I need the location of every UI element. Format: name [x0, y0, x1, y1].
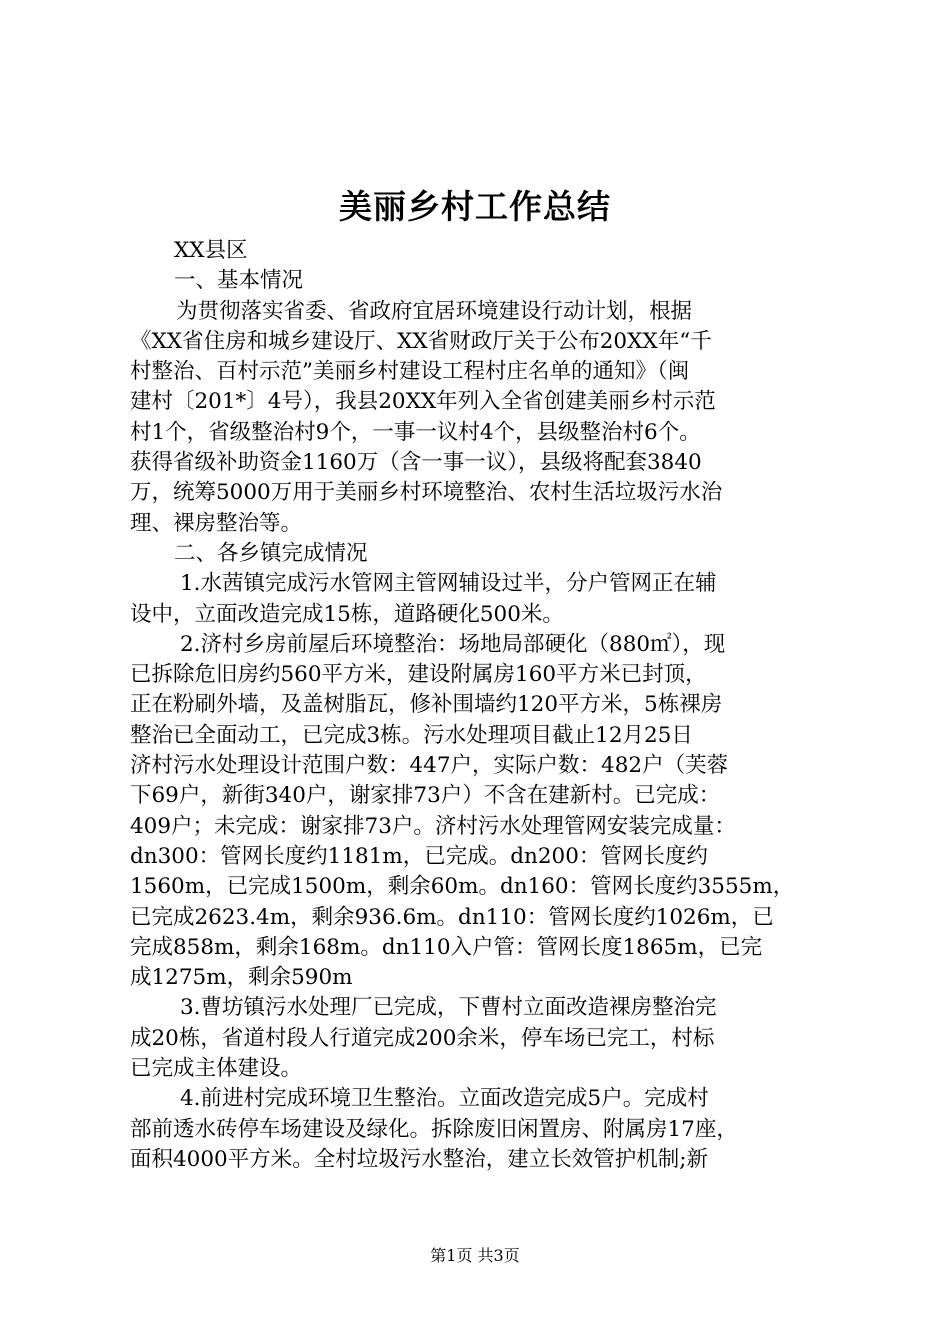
- paragraph-line: 成20栋，省道村段人行道完成200余米，停车场已完工，村标: [130, 1025, 715, 1051]
- paragraph-line: 已完成2623.4m，剩余936.6m。dn110：管网长度约1026m，已: [130, 904, 774, 930]
- paragraph-line: 成1275m，剩余590m: [130, 965, 353, 991]
- paragraph-line: 409户；未完成：谢家排73户。济村污水处理管网安装完成量：: [130, 813, 736, 839]
- paragraph-line: 面积4000平方米。全村垃圾污水整治，建立长效管护机制;新: [130, 1146, 708, 1172]
- paragraph-line: 村整治、百村示范”美丽乡村建设工程村庄名单的通知》（闽: [130, 359, 690, 385]
- paragraph-line: 已完成主体建设。: [130, 1056, 303, 1082]
- paragraph-line: 为贯彻落实省委、省政府宜居环境建设行动计划，根据: [176, 298, 693, 324]
- paragraph-line: 2.济村乡房前屋后环境整治：场地局部硬化（880㎡），现: [180, 631, 726, 657]
- paragraph-line: 设中，立面改造完成15栋，道路硬化500米。: [130, 601, 564, 627]
- paragraph-line: 万，统筹5000万用于美丽乡村环境整治、农村生活垃圾污水治: [130, 480, 723, 506]
- paragraph-line: 完成858m，剩余168m。dn110入户管：管网长度1865m，已完: [130, 934, 763, 960]
- paragraph-line: 3.曹坊镇污水处理厂已完成，下曹村立面改造裸房整治完: [180, 995, 717, 1021]
- paragraph-line: 部前透水砖停车场建设及绿化。拆除废旧闲置房、附属房17座，: [130, 1116, 738, 1142]
- paragraph-line: 济村污水处理设计范围户数：447户，实际户数：482户（芙蓉: [130, 753, 729, 779]
- paragraph-line: 整治已全面动工，已完成3栋。污水处理项目截止12月25日: [130, 722, 693, 748]
- paragraph-line: 获得省级补助资金1160万（含一事一议），县级将配套3840: [130, 450, 702, 476]
- paragraph-line: 1560m，已完成1500m，剩余60m。dn160：管网长度约3555m，: [130, 874, 795, 900]
- paragraph-line: 村1个，省级整治村9个，一事一议村4个，县级整治村6个。: [130, 419, 701, 445]
- document-body: [130, 236, 831, 1175]
- paragraph-line: 下69户，新街340户，谢家排73户）不含在建新村。已完成：: [130, 783, 721, 809]
- paragraph-line: 理、裸房整治等。: [130, 510, 303, 536]
- document-title: 美丽乡村工作总结: [339, 187, 611, 226]
- paragraph-line: 正在粉刷外墙，及盖树脂瓦，修补围墙约120平方米，5栋裸房: [130, 692, 723, 718]
- paragraph-line: 《XX省住房和城乡建设厅、XX省财政厅关于公布20XX年“千: [130, 328, 712, 354]
- page-footer: 第1页 共3页: [430, 1246, 520, 1265]
- section-heading: 二、各乡镇完成情况: [174, 540, 368, 566]
- paragraph-line: 1.水茜镇完成污水管网主管网辅设过半，分户管网正在辅: [180, 571, 717, 597]
- paragraph-line: dn300：管网长度约1181m，已完成。dn200：管网长度约: [130, 843, 708, 869]
- paragraph-line: 4.前进村完成环境卫生整治。立面改造完成5户。完成村: [180, 1086, 709, 1112]
- paragraph-line: XX县区: [174, 238, 248, 263]
- paragraph-line: 建村〔201*〕4号），我县20XX年列入全省创建美丽乡村示范: [130, 389, 716, 415]
- section-heading: 一、基本情况: [174, 268, 304, 294]
- paragraph-line: 已拆除危旧房约560平方米，建设附属房160平方米已封顶，: [130, 662, 707, 688]
